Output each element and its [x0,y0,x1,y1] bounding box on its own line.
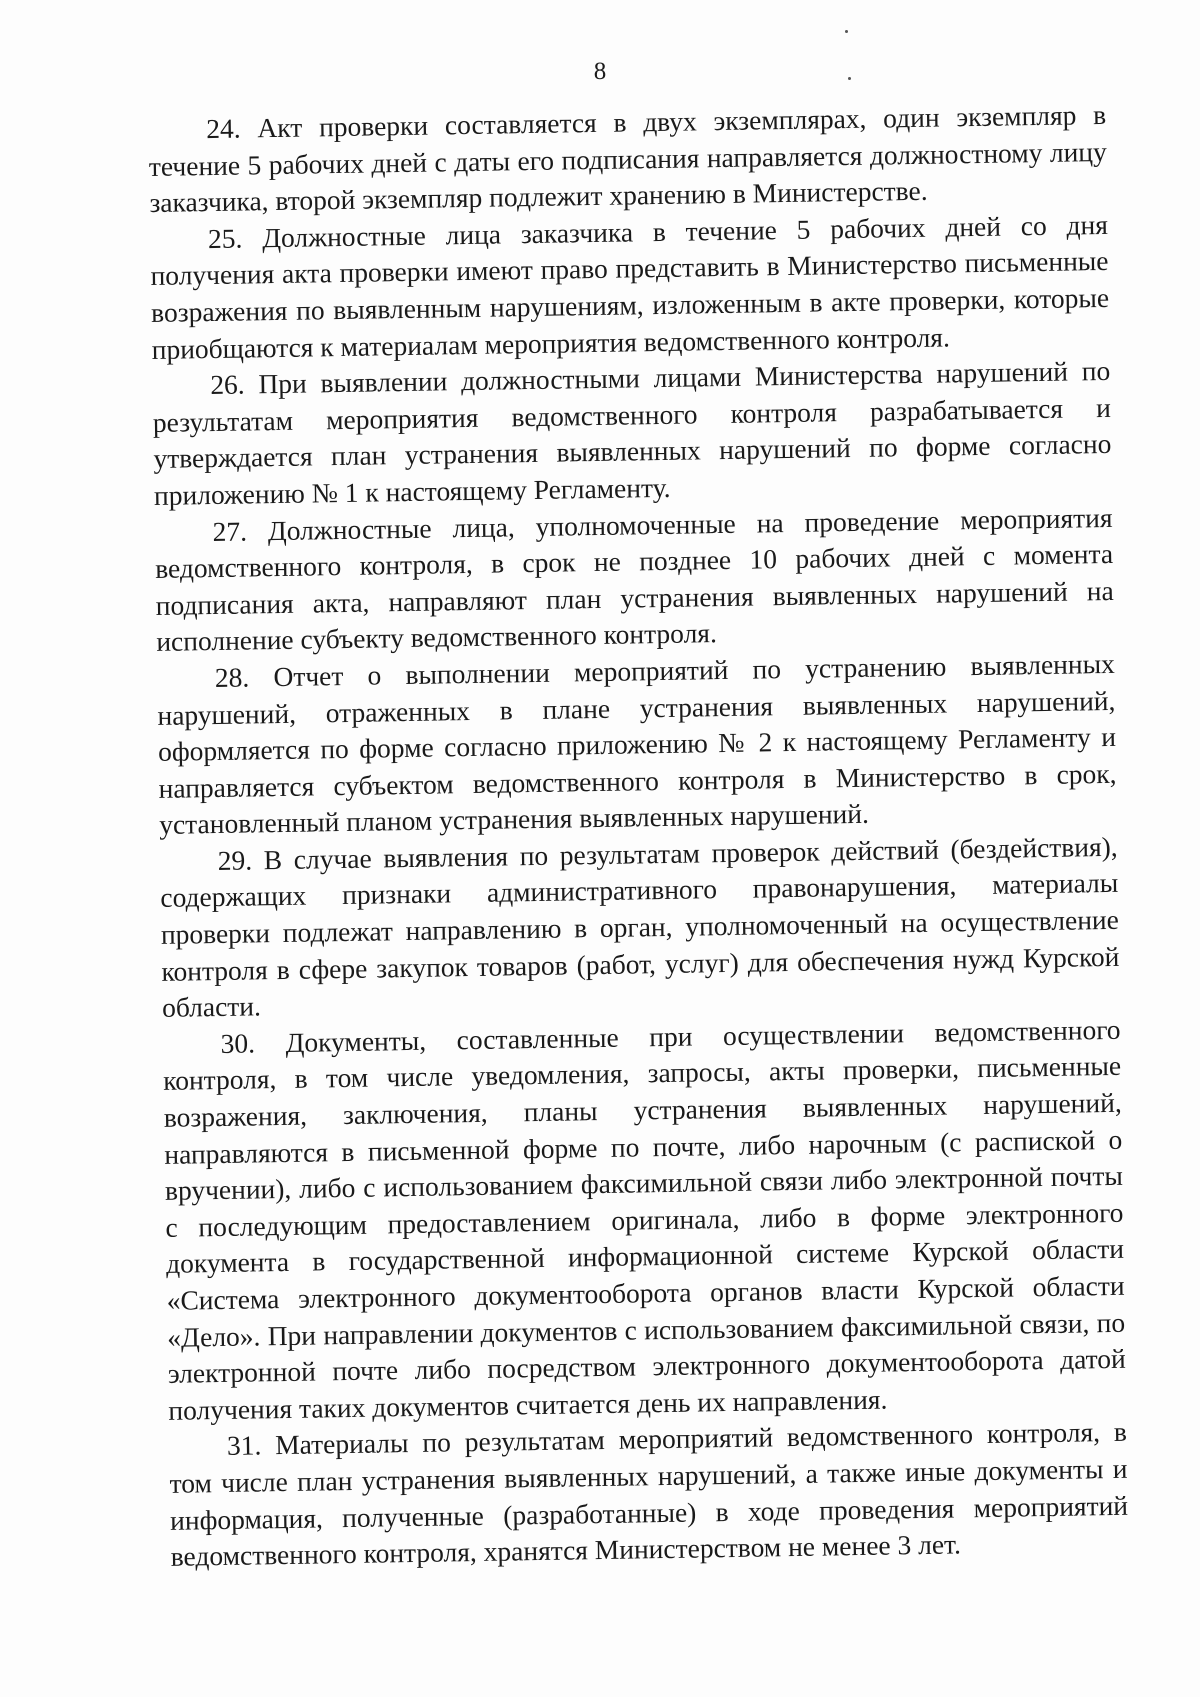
scan-speck [845,30,848,33]
paragraph-27: 27. Должностные лица, уполномоченные на проведение мероприятия ведомственного контроля, в срок не позднее 10 рабочих дней с момента подписания акта, направляют план устранения выявленных нарушений на исполнение субъекту ведомственного контроля. [154,501,1114,658]
paragraph-26: 26. При выявлении должностными лицами Министерства нарушений по результатам мероприятия ведомственного контроля разрабатывается и утверждается план устранения выявленных нарушений по форме согласно приложению № 1 к настоящему Регламенту. [152,355,1112,511]
scan-speck [848,77,851,80]
paragraph-28: 28. Отчет о выполнении мероприятий по устранению выявленных нарушений, отраженных в плане устранения выявленных нарушений, оформляется по форме согласно приложению № 2 к настоящему Регламенту и направляется субъектом ведомственного контроля в Министерство в срок, установленный планом устранения выявленных нарушений. [157,647,1117,841]
document-body [148,97,1129,1576]
paragraph-31: 31. Материалы по результатам мероприятий ведомственного контроля, в том числе план устранения выявленных нарушений, а также иные документы и информация, полученные (разработанные) в ходе проведения мероприятий ведомственного контроля, хранятся Министерством не менее 3 лет. [169,1416,1129,1572]
paragraph-30: 30. Документы, составленные при осуществлении ведомственного контроля, в том числе уведомления, запросы, акты проверки, письменные возражения, заключения, планы устранения выявленных нарушений, направляются в письменной форме по почте, либо нарочным (с распиской о вручении), либо с использованием факсимильной связи либо электронной почты с последующим предоставлением оригинала, либо в форме электронного документа в государственной информационной системе Курской области «Система электронного документооборота органов власти Курской области «Дело». При направлении документов с использованием факсимильной связи, по электронной почте либо посредством электронного документооборота датой получения таких документов считается день их направления. [162,1013,1126,1426]
paragraph-29: 29. В случае выявления по результатам проверок действий (бездействия), содержащих признаки административного правонарушения, материалы проверки подлежат направлению в орган, уполномоченный на осуществление контроля в сфере закупок товаров (работ, услуг) для обеспечения нужд Курской области. [160,830,1120,1024]
paragraph-24: 24. Акт проверки составляется в двух экземплярах, один экземпляр в течение 5 рабочих дней с даты его подписания направляется должностному лицу заказчика, второй экземпляр подлежит хранению в Министерстве. [148,98,1107,219]
page-number: 8 [593,58,607,85]
paragraph-25: 25. Должностные лица заказчика в течение 5 рабочих дней со дня получения акта проверки имеют право представить в Министерство письменные возражения по выявленным нарушениям, изложенным в акте проверки, которые приобщаются к материалам мероприятия ведомственного контроля. [150,208,1110,365]
